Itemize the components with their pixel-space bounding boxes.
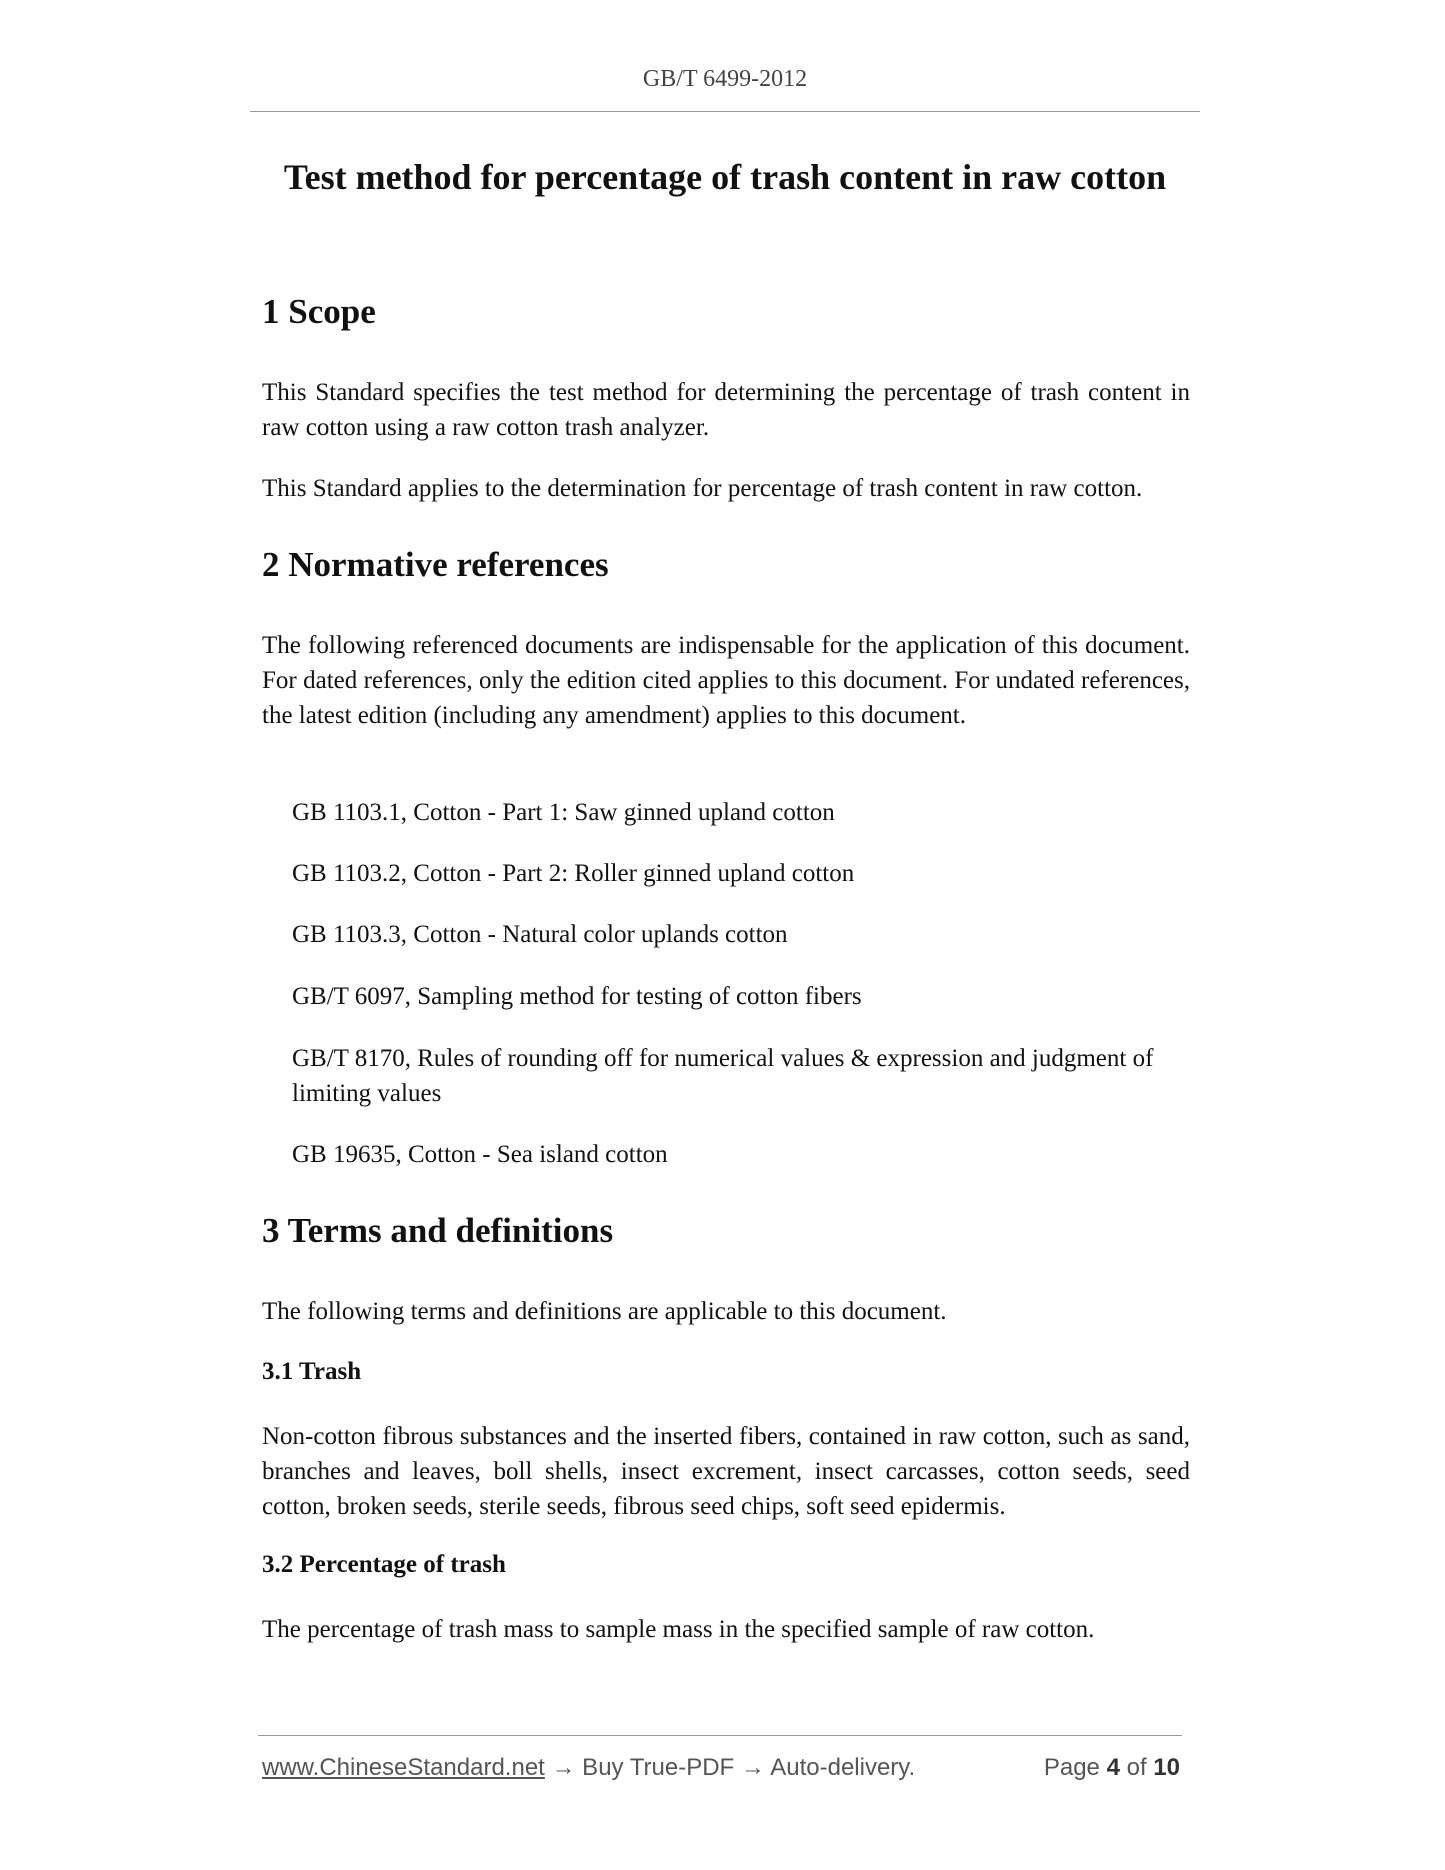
- page-of-label: of: [1126, 1754, 1147, 1781]
- header-divider: [250, 111, 1200, 112]
- page-number: [1044, 1754, 1180, 1782]
- reference-item: GB 1103.2, Cotton - Part 2: Roller ginned upland cotton: [292, 860, 855, 887]
- section-heading-terms-definitions: 3 Terms and definitions: [262, 1211, 614, 1250]
- reference-item: GB 19635, Cotton - Sea island cotton: [292, 1141, 668, 1168]
- footer-divider: [258, 1735, 1182, 1736]
- reference-item: GB/T 8170, Rules of rounding off for numerical values & expression and judgment of limiting values: [292, 1045, 1154, 1107]
- page-label: Page: [1043, 1754, 1100, 1781]
- reference-item: GB 1103.1, Cotton - Part 1: Saw ginned upland cotton: [292, 799, 835, 826]
- normative-paragraph: The following referenced documents are indispensable for the application of this document. For dated references, only the edition cited applies to this document. For undated references, the latest edition (including any amendment) applies to this document.: [262, 632, 1190, 729]
- page-footer: [262, 1754, 1180, 1782]
- page-current: 4: [1106, 1754, 1120, 1781]
- term-heading-percentage-of-trash: 3.2 Percentage of trash: [262, 1551, 506, 1578]
- website-link[interactable]: www.ChineseStandard.net: [262, 1754, 545, 1781]
- terms-intro-paragraph: The following terms and definitions are applicable to this document.: [262, 1298, 947, 1325]
- term-definition-trash: Non-cotton fibrous substances and the inserted fibers, contained in raw cotton, such as sand, branches and leaves, boll shells, insect excrement, insect carcasses, cotton seeds, seed cotton, broken seeds, sterile seeds, fibrous seed chips, soft seed epidermis.: [262, 1423, 1190, 1520]
- footer-delivery-text: → Buy True-PDF → Auto-delivery.: [544, 1754, 916, 1781]
- term-definition-percentage-of-trash: The percentage of trash mass to sample mass in the specified sample of raw cotton.: [262, 1616, 1095, 1643]
- document-title: Test method for percentage of trash content in raw cotton: [283, 157, 1167, 197]
- term-heading-trash: 3.1 Trash: [262, 1358, 362, 1385]
- page-total: 10: [1153, 1754, 1180, 1781]
- scope-paragraph-1: This Standard specifies the test method for determining the percentage of trash content in raw cotton using a raw cotton trash analyzer.: [262, 379, 1190, 441]
- scope-paragraph-2: This Standard applies to the determination for percentage of trash content in raw cotton.: [262, 475, 1143, 502]
- reference-item: GB/T 6097, Sampling method for testing of cotton fibers: [292, 983, 862, 1010]
- reference-item: GB 1103.3, Cotton - Natural color uplands cotton: [292, 921, 788, 948]
- section-heading-normative-references: 2 Normative references: [262, 545, 609, 584]
- header-standard-code: GB/T 6499-2012: [642, 66, 808, 92]
- section-heading-scope: 1 Scope: [262, 292, 376, 331]
